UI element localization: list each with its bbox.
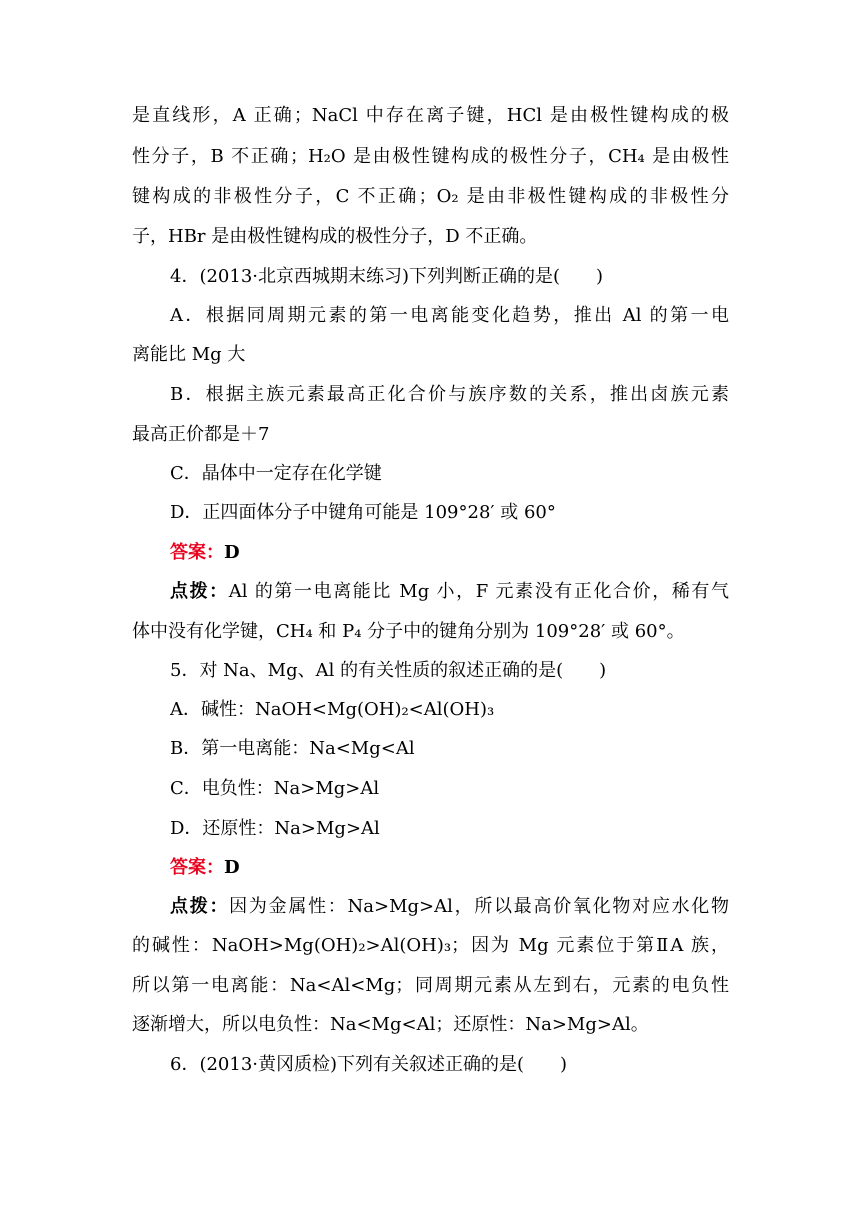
question-4-option-b: B．根据主族元素最高正化合价与族序数的关系，推出卤族元素: [170, 384, 729, 405]
question-5-hint: [170, 895, 729, 919]
question-4-option-a-cont: 离能比 Mg 大: [132, 344, 246, 365]
question-5-answer: [170, 856, 729, 880]
answer-value: D: [224, 857, 240, 878]
question-5-hint-cont: 所以第一电离能：Na<Al<Mg；同周期元素从左到右，元素的电负性: [132, 975, 729, 996]
question-4-stem: 4．(2013·北京西城期末练习)下列判断正确的是( ): [170, 266, 604, 287]
question-4-option-b-cont: 最高正价都是＋7: [132, 424, 270, 445]
hint-text: 因为金属性：Na>Mg>Al，所以最高价氧化物对应水化物: [229, 896, 729, 917]
answer-label: 答案：: [170, 542, 224, 563]
text-line: 子，HBr 是由极性键构成的极性分子，D 不正确。: [132, 226, 538, 247]
question-5-option-c: C．电负性：Na>Mg>Al: [170, 778, 380, 799]
question-5-hint-cont: 的碱性：NaOH>Mg(OH)₂>Al(OH)₃；因为 Mg 元素位于第ⅡA 族，: [132, 935, 729, 956]
question-4-option-c: C．晶体中一定存在化学键: [170, 463, 382, 484]
question-6-stem: 6．(2013·黄冈质检)下列有关叙述正确的是( ): [170, 1054, 568, 1075]
question-5-option-a: A．碱性：NaOH<Mg(OH)₂<Al(OH)₃: [170, 699, 495, 720]
question-5-stem: 5．对 Na、Mg、Al 的有关性质的叙述正确的是( ): [170, 660, 607, 681]
question-4-hint: [170, 580, 729, 604]
question-4-answer: [170, 541, 729, 565]
question-4-option-d: D．正四面体分子中键角可能是 109°28′ 或 60°: [170, 502, 556, 523]
question-5-option-d: D．还原性：Na>Mg>Al: [170, 818, 380, 839]
question-4-option-a: A．根据同周期元素的第一电离能变化趋势，推出 Al 的第一电: [170, 305, 729, 326]
hint-label: 点拨：: [170, 581, 229, 602]
question-4-hint-cont: 体中没有化学键，CH₄ 和 P₄ 分子中的键角分别为 109°28′ 或 60°。: [132, 621, 685, 642]
hint-text: Al 的第一电离能比 Mg 小，F 元素没有正化合价，稀有气: [228, 581, 730, 602]
answer-label: 答案：: [170, 857, 224, 878]
question-5-option-b: B．第一电离能：Na<Mg<Al: [170, 738, 415, 759]
hint-label: 点拨：: [170, 896, 230, 917]
text-line: 是直线形，A 正确；NaCl 中存在离子键，HCl 是由极性键构成的极: [132, 105, 729, 126]
text-line: 键构成的非极性分子，C 不正确；O₂ 是由非极性键构成的非极性分: [132, 186, 729, 207]
text-line: 性分子，B 不正确；H₂O 是由极性键构成的极性分子，CH₄ 是由极性: [132, 146, 729, 167]
question-5-hint-cont: 逐渐增大，所以电负性：Na<Mg<Al；还原性：Na>Mg>Al。: [132, 1014, 649, 1035]
answer-value: D: [224, 542, 240, 563]
